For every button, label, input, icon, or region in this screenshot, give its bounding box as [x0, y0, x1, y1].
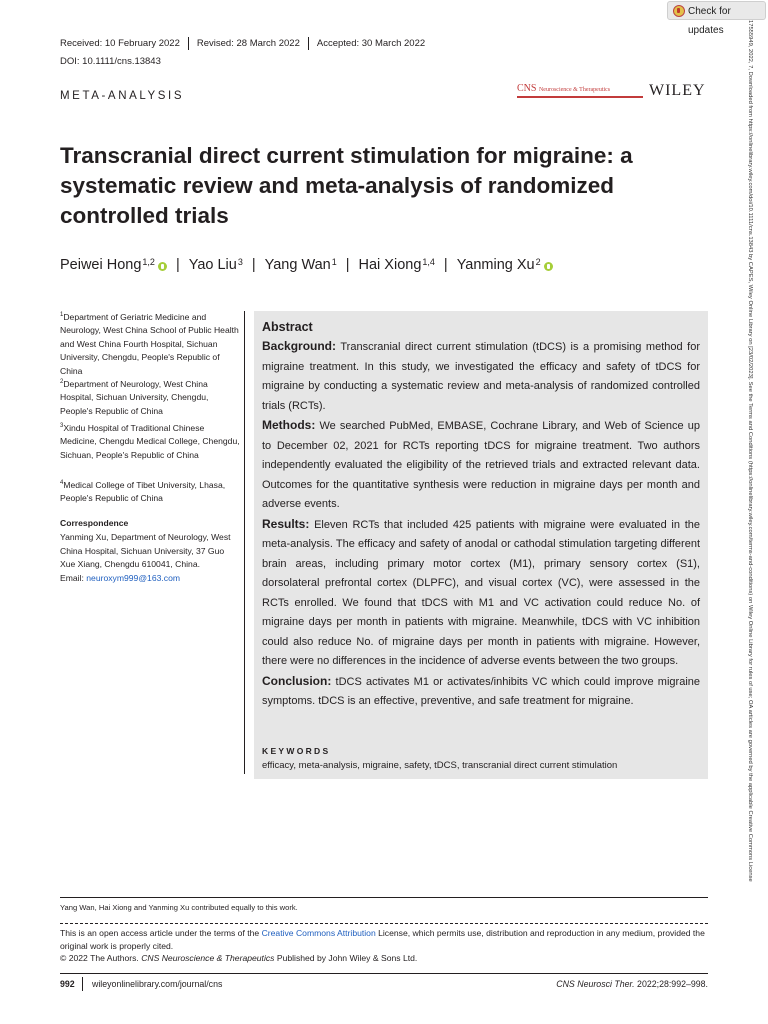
license-notice — [60, 927, 708, 965]
revised-date: Revised: 28 March 2022 — [189, 37, 309, 50]
abstract-section — [262, 672, 700, 712]
author[interactable] — [265, 257, 337, 273]
author[interactable] — [457, 257, 553, 273]
journal-logo-main: CNS — [517, 83, 537, 94]
affiliation — [60, 420, 240, 462]
abstract-section-label: Results: — [262, 516, 310, 531]
article-title: Transcranial direct current stimulation for migraine: a systematic review and meta-analysis of randomized controlled trials — [60, 143, 633, 228]
affiliation-text: Xindu Hospital of Traditional Chinese Medicine, Chengdu Medical College, Chengdu, Sichuan, People's Republic of China — [60, 422, 240, 460]
column-divider — [244, 311, 245, 774]
accepted-date: Accepted: 30 March 2022 — [316, 38, 426, 49]
download-notice-text: 17555949, 2022, 7, Downloaded from https://onlinelibrary.wiley.com/doi/10.1111/cns.13843 by CAPES, Wiley Online Library on [23/02/2023]. See the Terms and Conditions (https://onlinelibrary.wiley.com/terms-and-conditions) on Wiley Online Library for rules of use; OA articles are governed by the applicable Creative Commons License — [747, 20, 753, 882]
abstract-section-text: Eleven RCTs that included 425 patients with migraine were evaluated in the meta-analysis. The efficacy and safety of anodal or cathodal stimulation targeting different brain areas, including primary motor cortex (M1), primary sensory cortex (S1), dorsolateral prefrontal cortex (DLPFC), and visual cortex (VC), were assessed in the RCTs enrolled. We found that tDCS with M1 and VC activation could reduce No. of migraine days per month in patients with migraine. Meanwhile, tDCS with VC inhibition could also reduce No. of migraine days per month in patients with migraine. However, there were no differences in the incidence of adverse events between the two groups. — [262, 518, 700, 667]
article-dates — [60, 37, 433, 50]
license-line — [60, 927, 708, 952]
author-affiliation-sup: 2 — [535, 257, 541, 267]
copyright-line — [60, 952, 708, 965]
author-affiliation-sup: 1,2 — [142, 257, 155, 267]
received-date: Received: 10 February 2022 — [60, 37, 189, 50]
journal-logo-sub: Neuroscience & Therapeutics — [538, 87, 611, 93]
copyright-pre: © 2022 The Authors. — [60, 953, 142, 963]
copyright-post: Published by John Wiley & Sons Ltd. — [274, 953, 418, 963]
affiliation-number: 1 — [60, 312, 64, 318]
affiliation — [60, 309, 240, 378]
keywords-heading: KEYWORDS — [262, 746, 331, 756]
author-list — [60, 257, 553, 273]
footer-rule-bottom — [60, 973, 708, 974]
author-name: Yang Wan — [264, 257, 331, 273]
footer-dotted-rule — [60, 923, 708, 924]
copyright-journal: CNS Neuroscience & Therapeutics — [141, 953, 275, 963]
page-number-divider — [82, 977, 83, 991]
affiliation — [60, 376, 240, 418]
author-name: Yanming Xu — [456, 257, 535, 273]
license-post: License, which permits use, distribution and reproduction in any medium, provided the original work is properly cited. — [60, 928, 705, 951]
orcid-icon[interactable] — [544, 262, 553, 271]
author[interactable] — [60, 257, 167, 273]
author-affiliation-sup: 1 — [331, 257, 337, 267]
keywords: efficacy, meta-analysis, migraine, safety, tDCS, transcranial direct current stimulation — [262, 760, 618, 771]
correspondence-heading: Correspondence — [60, 518, 129, 528]
abstract-section-label: Background: — [262, 339, 337, 353]
abstract-section — [262, 416, 700, 515]
affiliation-number: 2 — [60, 379, 64, 385]
citation — [470, 979, 708, 989]
author-separator: | — [251, 257, 256, 273]
abstract-heading: Abstract — [262, 320, 313, 334]
check-for-updates-icon — [673, 5, 685, 17]
author-separator: | — [175, 257, 180, 273]
author-affiliation-sup: 3 — [237, 257, 243, 267]
journal-logo — [517, 83, 643, 97]
abstract-section-text: tDCS activates M1 or activates/inhibits VC which could improve migraine symptoms. tDCS is an effective, preventive, and safe treatment for migraine. — [262, 675, 700, 707]
abstract-section-label: Conclusion: — [262, 673, 332, 688]
author[interactable] — [359, 257, 435, 273]
abstract-section — [262, 337, 700, 416]
email-link[interactable]: neuroxym999@163.com — [86, 572, 181, 583]
citation-rest: 2022;28:992–998. — [634, 979, 708, 989]
correspondence-text: Yanming Xu, Department of Neurology, West China Hospital, Sichuan University, 37 Guo Xue Xiang, Chengdu 610041, China. — [60, 532, 231, 569]
download-notice — [744, 20, 756, 1010]
author-name: Hai Xiong — [358, 257, 422, 273]
author-name: Yao Liu — [188, 257, 237, 273]
check-for-updates-button[interactable] — [667, 1, 766, 36]
author-separator: | — [443, 257, 448, 273]
author[interactable] — [189, 257, 243, 273]
abstract-section-text: We searched PubMed, EMBASE, Cochrane Library, and Web of Science up to December 02, 2021 for RCTs reporting tDCS for migraine treatment. Two authors independently evaluated the eligibility of the retrieved trials and extracted relevant data. Outcomes for the quantitative synthesis were reduction in migraine days per month and adverse events. — [262, 420, 700, 510]
affiliation-text: Medical College of Tibet University, Lhasa, People's Republic of China — [60, 479, 226, 504]
affiliation-number: 3 — [60, 423, 64, 429]
check-for-updates-label: Check for updates — [688, 6, 731, 36]
author-separator: | — [345, 257, 350, 273]
correspondence-email-line — [60, 572, 240, 586]
affiliation — [60, 477, 240, 506]
abstract-body — [262, 337, 700, 712]
page-number: 992 — [60, 979, 75, 989]
citation-journal: CNS Neurosci Ther. — [556, 979, 635, 989]
footer-rule — [60, 897, 708, 898]
affiliation-number: 4 — [60, 480, 64, 486]
affiliation-text: Department of Neurology, West China Hospital, Sichuan University, Chengdu, People's Republic of China — [60, 378, 209, 416]
affiliation-text: Department of Geriatric Medicine and Neurology, West China School of Public Health and West China Fourth Hospital, Sichuan University, Chengdu, People's Republic of China — [60, 311, 239, 376]
correspondence — [60, 531, 240, 585]
journal-site-link[interactable]: wileyonlinelibrary.com/journal/cns — [92, 979, 223, 989]
email-label: Email: — [60, 572, 87, 583]
abstract-section — [262, 515, 700, 672]
creative-commons-link[interactable]: Creative Commons Attribution — [261, 928, 376, 938]
publisher-logo: WILEY — [649, 82, 706, 99]
license-pre: This is an open access article under the terms of the — [60, 928, 262, 938]
abstract-section-label: Methods: — [262, 418, 316, 432]
author-name: Peiwei Hong — [60, 257, 142, 273]
orcid-icon[interactable] — [158, 262, 167, 271]
doi[interactable]: DOI: 10.1111/cns.13843 — [60, 56, 161, 67]
author-affiliation-sup: 1,4 — [422, 257, 435, 267]
contribution-note: Yang Wan, Hai Xiong and Yanming Xu contributed equally to this work. — [60, 903, 298, 912]
section-label: META-ANALYSIS — [60, 90, 185, 102]
abstract-section-text: Transcranial direct current stimulation (tDCS) is a promising method for migraine treatment. In this study, we investigated the efficacy and safety of tDCS for migraine by conducting a systematic review and meta-analysis of randomized controlled trials (RCTs). — [262, 341, 700, 412]
